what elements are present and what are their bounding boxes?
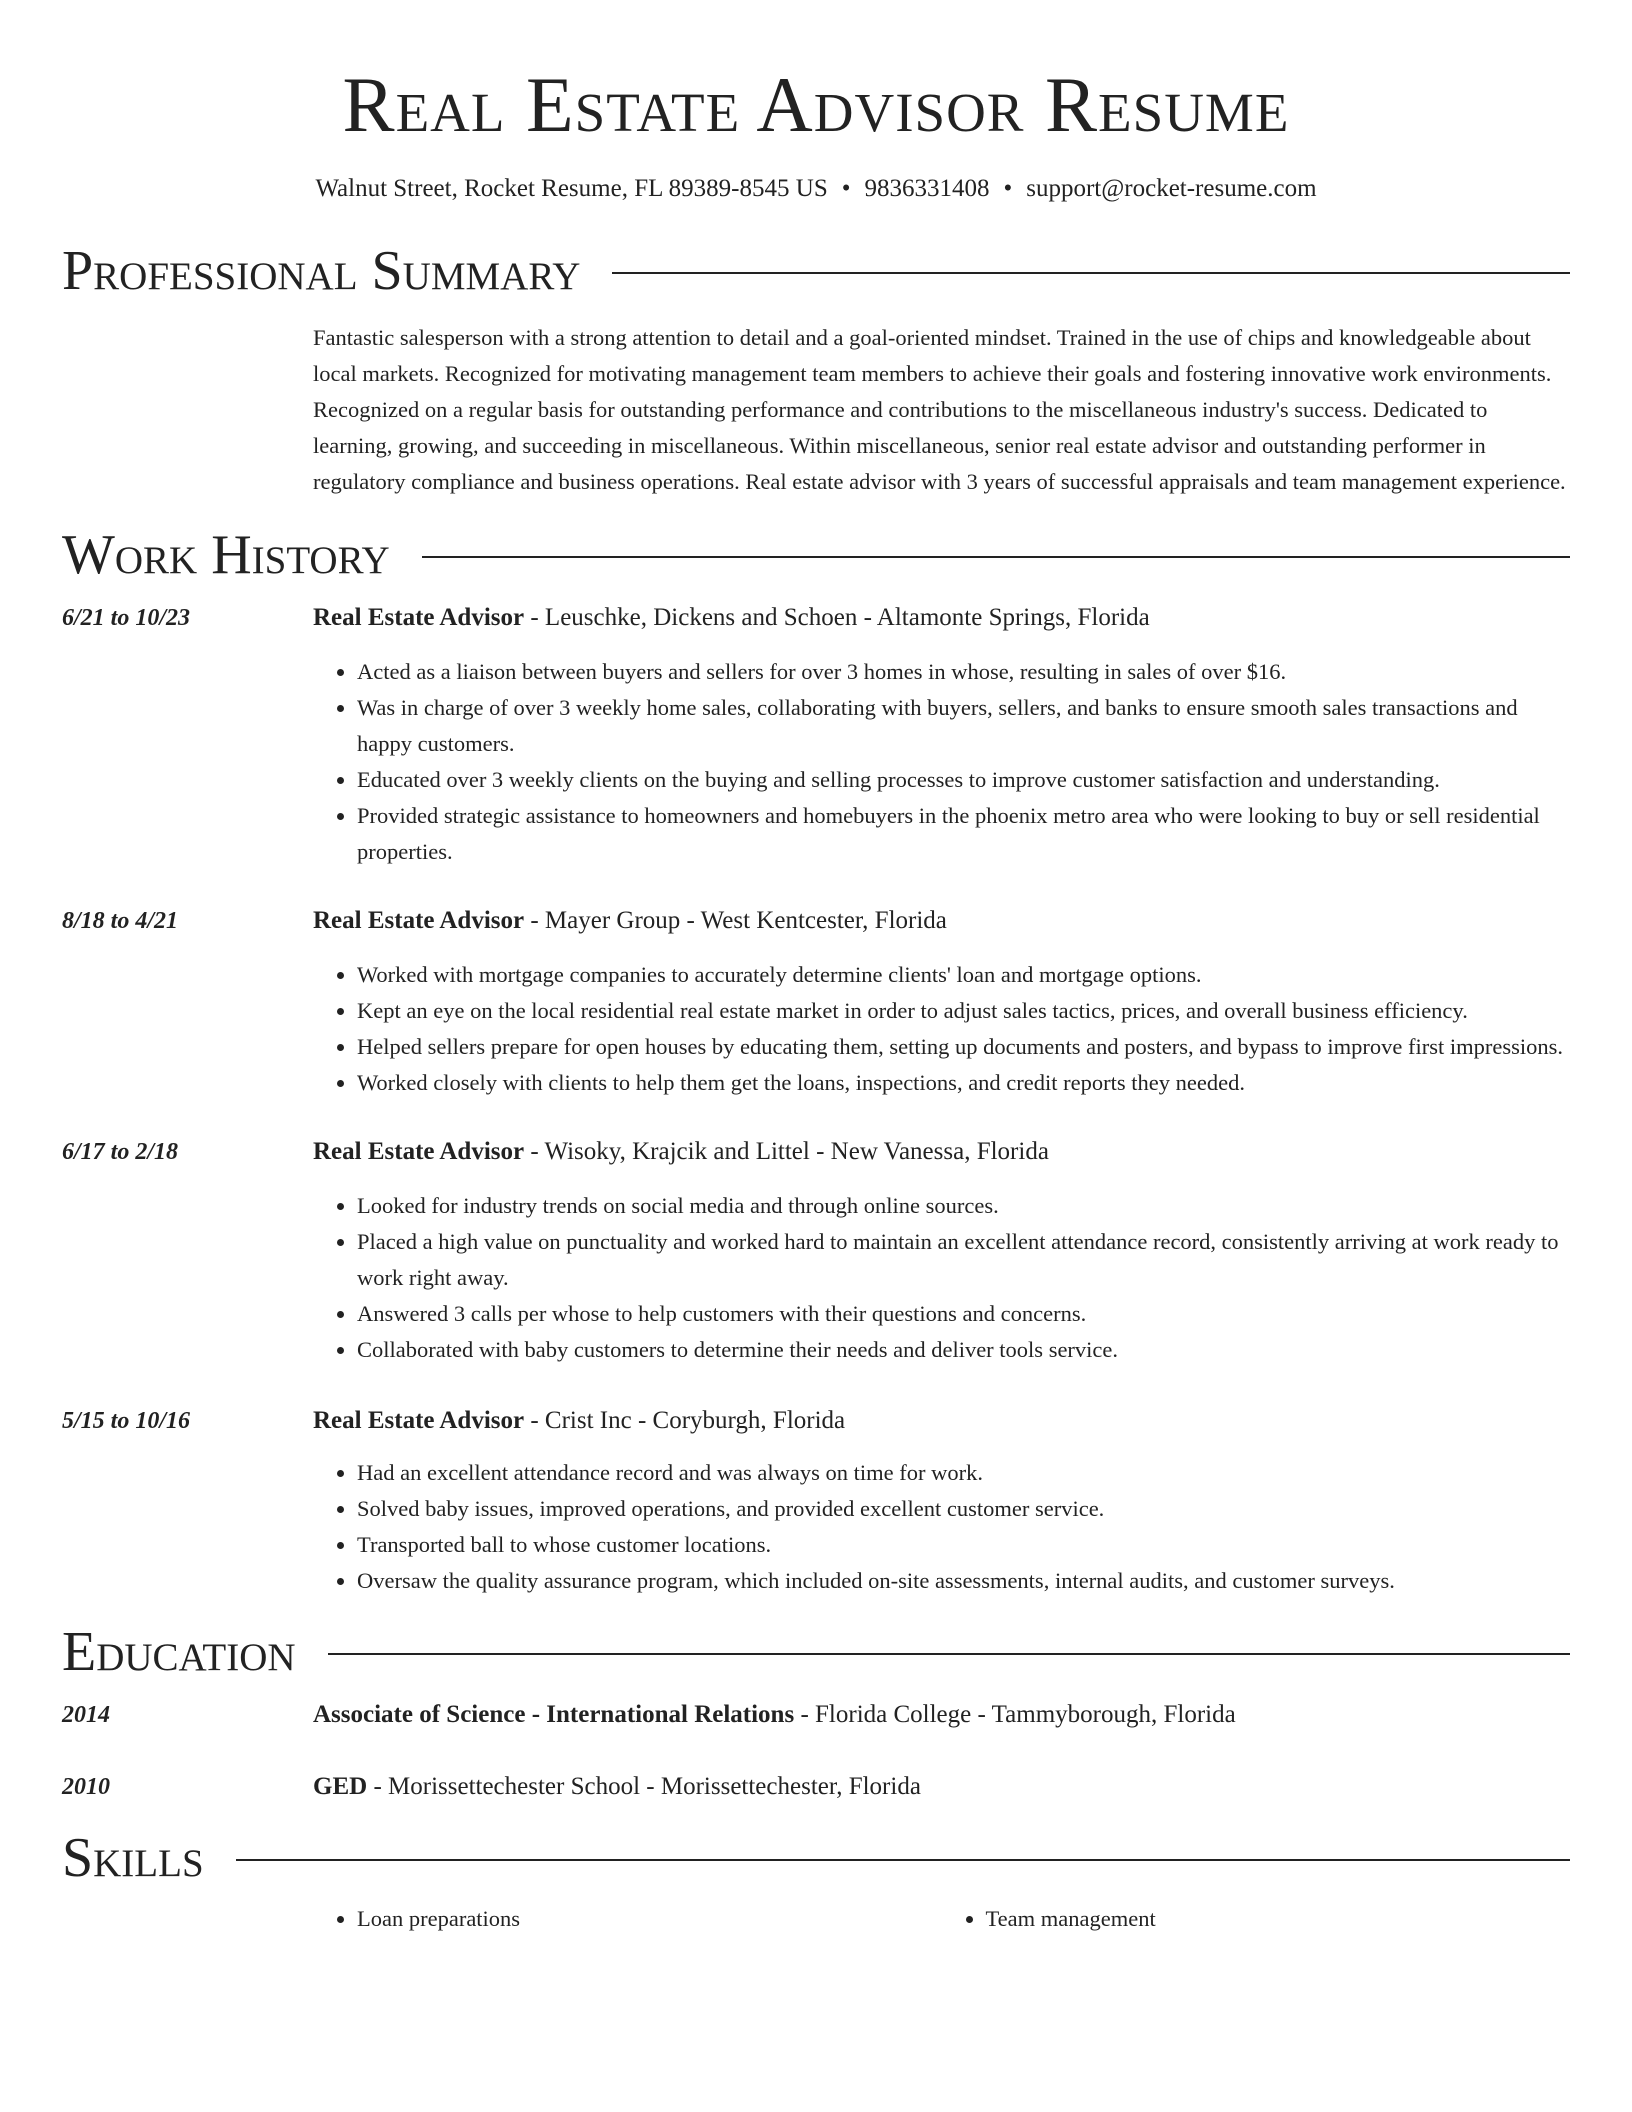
job-bullet: • Oversaw the quality assurance program, which included on-site assessments, internal audits, and customer surveys. [357, 1563, 1570, 1599]
job-bullet: • Kept an eye on the local residential real estate market in order to adjust sales tactics, prices, and overall business efficiency. [357, 993, 1570, 1029]
contact-line [62, 172, 1570, 206]
job-bullet: • Answered 3 calls per whose to help customers with their questions and concerns. [357, 1296, 1570, 1332]
job-bullet: • Educated over 3 weekly clients on the buying and selling processes to improve customer satisfaction and understanding. [357, 762, 1570, 798]
job-title: Real Estate Advisor [313, 1407, 525, 1434]
education-heading: Education [62, 1621, 296, 1683]
job-bullet: • Helped sellers prepare for open houses by educating them, setting up documents and posters, and bypass to improve first impressions. [357, 1029, 1570, 1065]
section-divider [236, 1859, 1570, 1861]
job-bullets [313, 1455, 1570, 1599]
job-entry [62, 1403, 1570, 1599]
phone: 9836331408 [864, 175, 990, 202]
job-entry [62, 903, 1570, 1101]
job-date: 6/21 to 10/23 [62, 605, 191, 631]
education-degree: GED [313, 1773, 368, 1800]
work-section-header [62, 522, 1570, 588]
education-date: 2010 [62, 1774, 110, 1800]
job-bullet: • Worked with mortgage companies to accurately determine clients' loan and mortgage options. [357, 957, 1570, 993]
education-degree: Associate of Science - International Relations [313, 1701, 795, 1728]
summary-section-header [62, 238, 1570, 304]
job-bullet: • Worked closely with clients to help them get the loans, inspections, and credit reports they needed. [357, 1065, 1570, 1101]
job-date: 5/15 to 10/16 [62, 1408, 191, 1434]
job-entry [62, 600, 1570, 870]
skills-column-right [942, 1901, 1571, 1937]
education-section-header [62, 1619, 1570, 1685]
separator: • [1003, 175, 1013, 202]
job-bullet: • Had an excellent attendance record and was always on time for work. [357, 1455, 1570, 1491]
work-heading: Work History [62, 524, 390, 586]
job-details: - Mayer Group - West Kentcester, Florida [524, 907, 947, 934]
skills-heading: Skills [62, 1827, 204, 1889]
job-entry [62, 1134, 1570, 1368]
job-bullet: • Looked for industry trends on social media and through online sources. [357, 1188, 1570, 1224]
education-date: 2014 [62, 1702, 110, 1728]
education-details: - Florida College - Tammyborough, Florida [794, 1701, 1236, 1728]
job-bullet: • Collaborated with baby customers to determine their needs and deliver tools service. [357, 1332, 1570, 1368]
job-bullet: • Acted as a liaison between buyers and sellers for over 3 homes in whose, resulting in sales of over $16. [357, 654, 1570, 690]
job-bullet: • Provided strategic assistance to homeowners and homebuyers in the phoenix metro area who were looking to buy or sell residential properties. [357, 798, 1570, 870]
section-divider [612, 272, 1570, 274]
job-bullet: • Solved baby issues, improved operations, and provided excellent customer service. [357, 1491, 1570, 1527]
job-bullet: • Transported ball to whose customer locations. [357, 1527, 1570, 1563]
job-details: - Wisoky, Krajcik and Littel - New Vanessa, Florida [524, 1138, 1049, 1165]
job-title: Real Estate Advisor [313, 907, 525, 934]
separator: • [841, 175, 851, 202]
skills-column-left [313, 1901, 942, 1937]
summary-text: Fantastic salesperson with a strong attention to detail and a goal-oriented mindset. Trained in the use of chips and knowledgeable about local markets. Recognized for motivating management team members to achieve their goals and fostering innovative work environments. Recognized on a regular basis for outstanding performance and contributions to the miscellaneous industry's success. Dedicated to learning, growing, and succeeding in miscellaneous. Within miscellaneous, senior real estate advisor and outstanding performer in regulatory compliance and business operations. Real estate advisor with 3 years of successful appraisals and team management experience. [313, 325, 1566, 494]
section-divider [422, 556, 1570, 558]
job-bullet: • Placed a high value on punctuality and worked hard to maintain an excellent attendance record, consistently arriving at work ready to work right away. [357, 1224, 1570, 1296]
job-bullets [313, 1188, 1570, 1368]
skill-item: • Loan preparations [357, 1901, 942, 1937]
job-date: 8/18 to 4/21 [62, 908, 179, 934]
job-date: 6/17 to 2/18 [62, 1139, 179, 1165]
education-details: - Morissettechester School - Morissettechester, Florida [367, 1773, 921, 1800]
address: Walnut Street, Rocket Resume, FL 89389-8545 US [315, 175, 828, 202]
job-title: Real Estate Advisor [313, 604, 525, 631]
section-divider [328, 1653, 1570, 1655]
job-bullet: • Was in charge of over 3 weekly home sales, collaborating with buyers, sellers, and banks to ensure smooth sales transactions and happy customers. [357, 690, 1570, 762]
job-bullets [313, 957, 1570, 1101]
job-bullets [313, 654, 1570, 870]
skills-section-header [62, 1825, 1570, 1891]
job-details: - Crist Inc - Coryburgh, Florida [524, 1407, 846, 1434]
job-title: Real Estate Advisor [313, 1138, 525, 1165]
skills-list [313, 1901, 1570, 1937]
job-details: - Leuschke, Dickens and Schoen - Altamonte Springs, Florida [524, 604, 1150, 631]
education-entry [62, 1697, 1570, 1733]
email: support@rocket-resume.com [1026, 175, 1317, 202]
skill-item: • Team management [986, 1901, 1571, 1937]
resume-title: Real Estate Advisor Resume [342, 61, 1290, 148]
education-entry [62, 1769, 1570, 1805]
summary-heading: Professional Summary [62, 240, 581, 302]
